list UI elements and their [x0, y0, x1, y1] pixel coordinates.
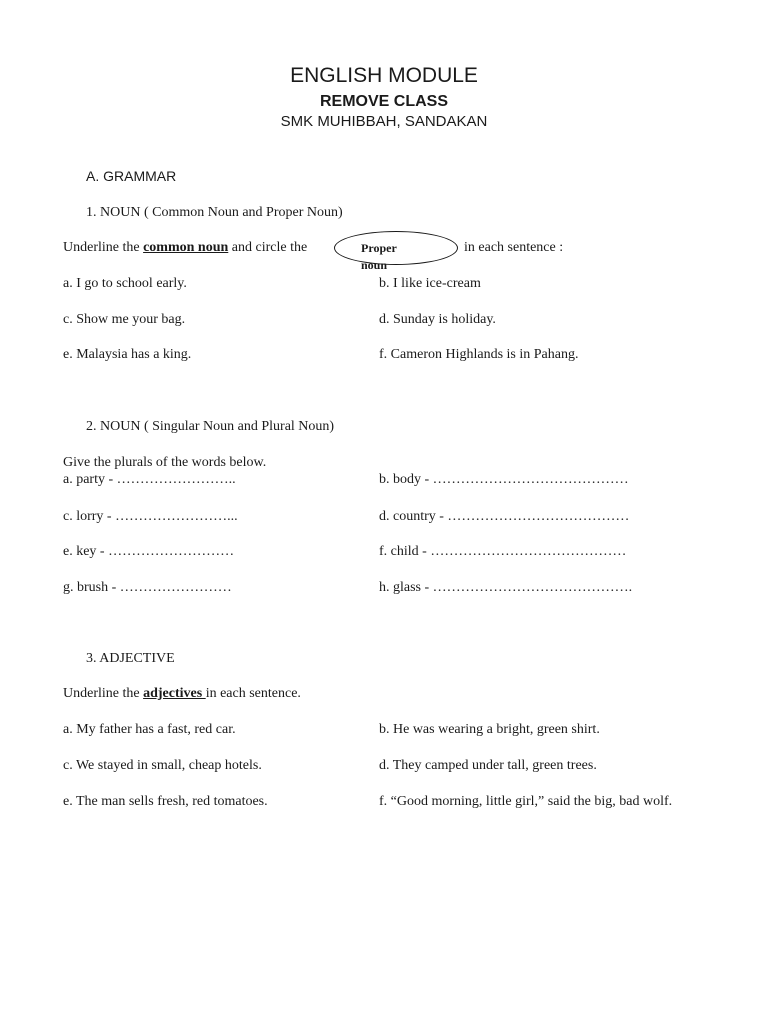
list-item: c. Show me your bag. — [63, 312, 186, 327]
question-1-heading: 1. NOUN ( Common Noun and Proper Noun) — [86, 205, 343, 220]
list-item: e. The man sells fresh, red tomatoes. — [63, 794, 268, 809]
proper-noun-label: Proper noun — [361, 241, 397, 272]
list-item: d. They camped under tall, green trees. — [379, 758, 597, 773]
page-subtitle: REMOVE CLASS — [319, 93, 448, 110]
list-item: b. body - …………………………………… — [379, 472, 629, 487]
list-item: g. brush - …………………… — [63, 580, 232, 595]
page-title: ENGLISH MODULE — [290, 64, 478, 87]
section-heading: A. GRAMMAR — [86, 168, 177, 184]
list-item: c. We stayed in small, cheap hotels. — [63, 758, 262, 773]
question-2-instruction: Give the plurals of the words below. — [63, 455, 267, 470]
list-item: f. “Good morning, little girl,” said the big, bad wolf. — [379, 794, 673, 809]
list-item: d. country - ………………………………… — [379, 509, 630, 524]
school-name: SMK MUHIBBAH, SANDAKAN — [280, 113, 488, 130]
question-3-instruction — [63, 686, 301, 702]
list-item: a. party - …………………….. — [63, 472, 236, 487]
list-item: h. glass - ……………………………………. — [379, 580, 633, 595]
instruction-keyword: adjectives — [143, 686, 206, 701]
question-1-instruction-end: in each sentence : — [464, 240, 564, 255]
instruction-text: and circle the — [228, 240, 308, 255]
instruction-text: Underline the — [63, 686, 144, 701]
list-item: e. Malaysia has a king. — [63, 347, 192, 362]
list-item: f. child - …………………………………… — [379, 544, 627, 559]
list-item: b. I like ice-cream — [379, 276, 481, 291]
list-item: e. key - ……………………… — [63, 544, 235, 559]
list-item: a. My father has a fast, red car. — [63, 722, 236, 737]
question-1-instruction — [63, 240, 307, 256]
instruction-keyword: common noun — [143, 240, 229, 255]
list-item: a. I go to school early. — [63, 276, 187, 291]
question-3-heading: 3. ADJECTIVE — [86, 651, 175, 666]
list-item: b. He was wearing a bright, green shirt. — [379, 722, 600, 737]
list-item: d. Sunday is holiday. — [379, 312, 496, 327]
instruction-text: in each sentence. — [205, 686, 301, 701]
question-2-heading: 2. NOUN ( Singular Noun and Plural Noun) — [86, 419, 335, 434]
list-item: f. Cameron Highlands is in Pahang. — [379, 347, 579, 362]
list-item: c. lorry - ……………………... — [63, 509, 238, 524]
instruction-text: Underline the — [63, 240, 144, 255]
